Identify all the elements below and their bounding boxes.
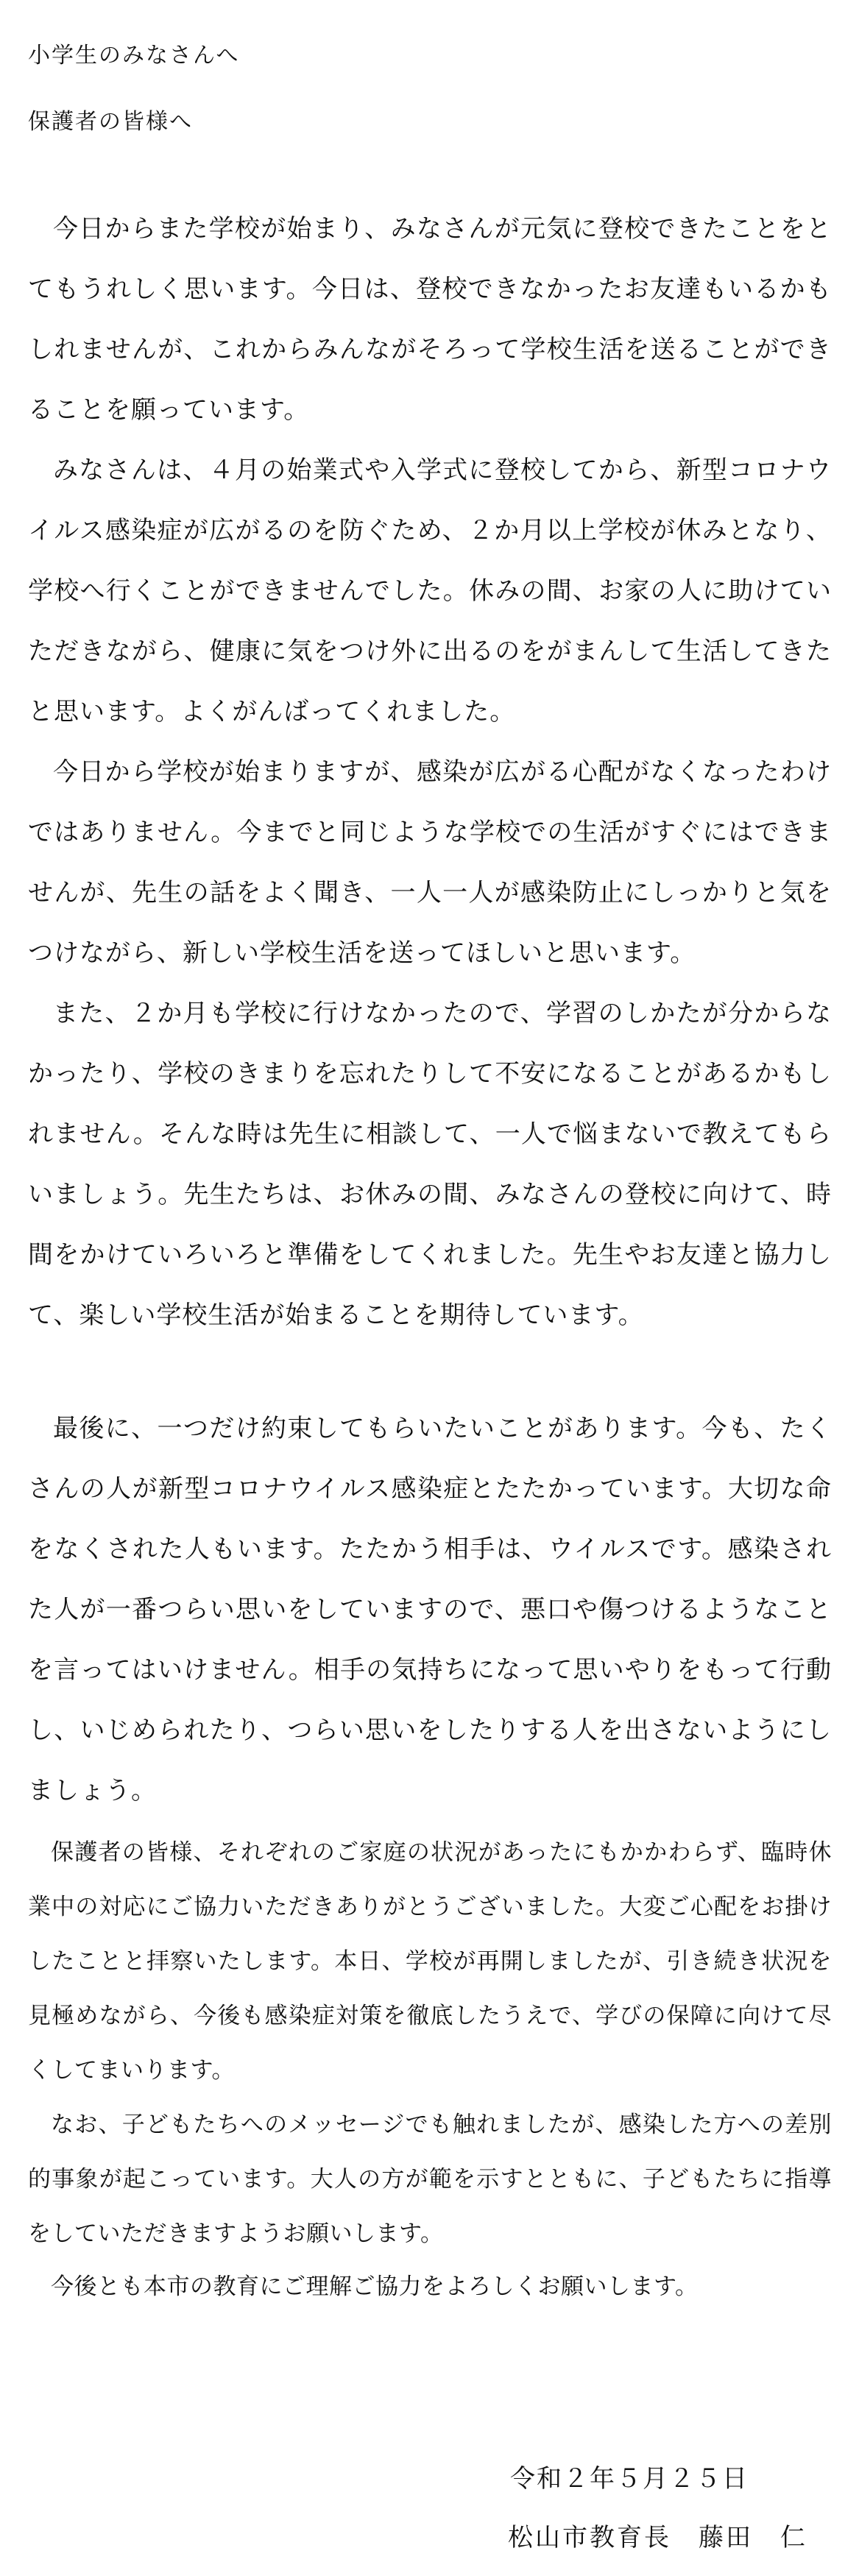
letter-date: 令和２年５月２５日 (510, 2464, 749, 2494)
letter-signature: 松山市教育長 藤田 仁 (508, 2523, 807, 2552)
students-paragraph-5: 最後に、一つだけ約束してもらいたいことがあります。今も、たくさんの人が新型コロナウイルス感染症とたたかっています。大切な命をなくされた人もいます。たたかう相手は、ウイルスです。感染された人が一番つらい思いをしていますので、悪口や傷つけるようなことを言ってはいけません。相手の気持ちになって思いやりをもって行動し、いじめられたり、つらい思いをしたりする人を出さないようにしましょう。 (28, 1414, 832, 1805)
guardians-paragraph-3: 今後とも本市の教育にご理解ご協力をよろしくお願いします。 (51, 2274, 699, 2300)
students-paragraph-1: 今日からまた学校が始まり、みなさんが元気に登校できたことをとてもうれしく思います。今日は、登校できなかったお友達もいるかもしれませんが、これからみんながそろって学校生活を送ることができることを願っています。 (28, 214, 832, 425)
guardians-paragraph-1: 保護者の皆様、それぞれのご家庭の状況があったにもかかわらず、臨時休業中の対応にご協力いただきありがとうございました。大変ご心配をお掛けしたことと拝察いたします。本日、学校が再開しましたが、引き続き状況を見極めながら、今後も感染症対策を徹底したうえで、学びの保障に向けて尽くしてまいります。 (28, 1839, 832, 2084)
guardians-paragraph-2: なお、子どもたちへのメッセージでも触れましたが、感染した方への差別的事象が起こっています。大人の方が範を示すとともに、子どもたちに指導をしていただきますようお願いします。 (28, 2112, 832, 2247)
students-paragraph-3: 今日から学校が始まりますが、感染が広がる心配がなくなったわけではありません。今までと同じような学校での生活がすぐにはできませんが、先生の話をよく聞き、一人一人が感染防止にしっかりと気をつけながら、新しい学校生活を送ってほしいと思います。 (28, 757, 832, 968)
students-paragraph-2: みなさんは、４月の始業式や入学式に登校してから、新型コロナウイルス感染症が広がるのを防ぐため、２か月以上学校が休みとなり、学校へ行くことができませんでした。休みの間、お家の人に助けていただきながら、健康に気をつけ外に出るのをがまんして生活してきたと思います。よくがんばってくれました。 (28, 456, 832, 726)
students-paragraph-4: また、２か月も学校に行けなかったので、学習のしかたが分からなかったり、学校のきまりを忘れたりして不安になることがあるかもしれません。そんな時は先生に相談して、一人で悩まないで教えてもらいましょう。先生たちは、お休みの間、みなさんの登校に向けて、時間をかけていろいろと準備をしてくれました。先生やお友達と協力して、楽しい学校生活が始まることを期待しています。 (28, 999, 832, 1330)
addressee-students: 小学生のみなさんへ (28, 43, 240, 68)
addressee-guardians: 保護者の皆様へ (28, 109, 193, 135)
